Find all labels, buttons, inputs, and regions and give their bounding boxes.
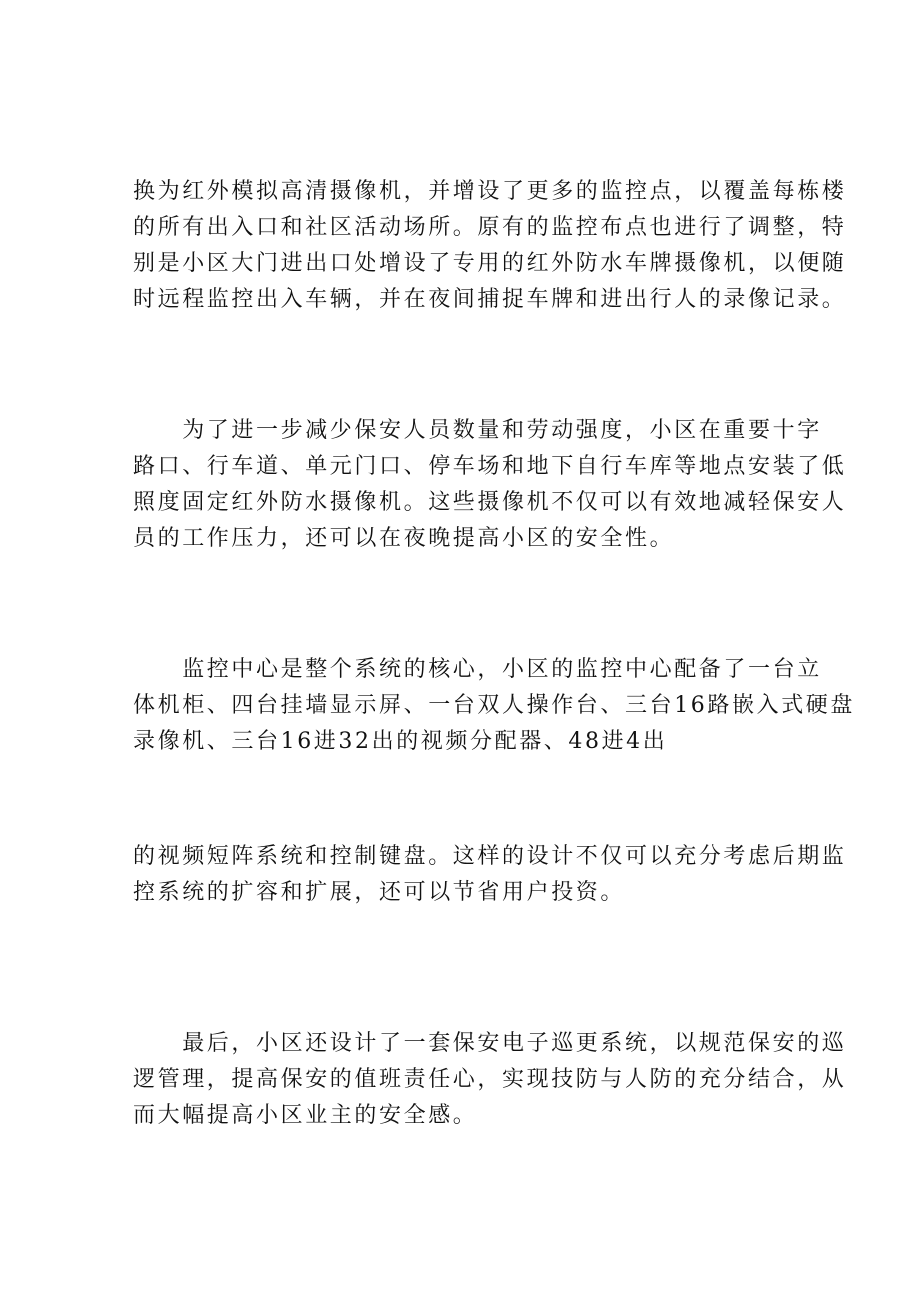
paragraph-patrol-system	[133, 1026, 847, 1134]
paragraph-matrix-system	[133, 839, 847, 911]
text-line: 照度固定红外防水摄像机。这些摄像机不仅可以有效地减轻保安人	[133, 490, 847, 515]
text-line: 而大幅提高小区业主的安全感。	[133, 1103, 478, 1128]
text-line: 的视频短阵系统和控制键盘。这样的设计不仅可以充分考虑后期监	[133, 844, 847, 869]
text-line: 最后，小区还设计了一套保安电子巡更系统，以规范保安的巡	[133, 1031, 847, 1056]
text-line: 的所有出入口和社区活动场所。原有的监控布点也进行了调整，特	[133, 215, 847, 240]
paragraph-monitoring-center	[133, 652, 855, 760]
text-line: 换为红外模拟高清摄像机，并增设了更多的监控点，以覆盖每栋楼	[133, 179, 847, 204]
text-line: 体机柜、四台挂墙显示屏、一台双人操作台、三台16路嵌入式硬盘	[133, 693, 855, 718]
text-line: 时远程监控出入车辆，并在夜间捕捉车牌和进出行人的录像记录。	[133, 287, 847, 312]
paragraph-low-light-cameras	[133, 413, 847, 557]
text-line: 录像机、三台16进32出的视频分配器、48进4出	[133, 729, 668, 754]
text-line: 逻管理，提高保安的值班责任心，实现技防与人防的充分结合，从	[133, 1067, 847, 1092]
text-line: 监控中心是整个系统的核心，小区的监控中心配备了一台立	[133, 657, 822, 682]
text-line: 路口、行车道、单元门口、停车场和地下自行车库等地点安装了低	[133, 454, 847, 479]
paragraph-surveillance-upgrade	[133, 174, 847, 318]
text-line: 别是小区大门进出口处增设了专用的红外防水车牌摄像机，以便随	[133, 251, 847, 276]
text-line: 控系统的扩容和扩展，还可以节省用户投资。	[133, 880, 626, 905]
text-line: 为了进一步减少保安人员数量和劳动强度，小区在重要十字	[133, 418, 822, 443]
text-line: 员的工作压力，还可以在夜晚提高小区的安全性。	[133, 526, 675, 551]
